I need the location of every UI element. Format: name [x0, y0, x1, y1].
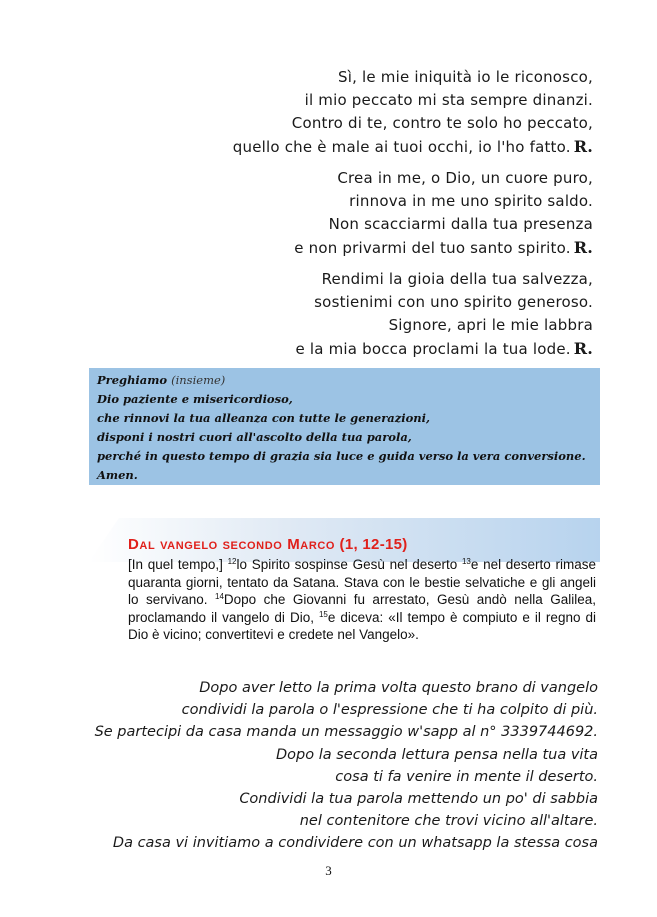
prayer-line: perché in questo tempo di grazia sia luce e guida verso la vera conversione. — [97, 449, 586, 463]
response-mark: R. — [573, 137, 593, 156]
instruction-line: Da casa vi invitiamo a condividere con un whatsapp la stessa cosa — [112, 835, 598, 851]
psalm-line: Rendimi la gioia della tua salvezza, — [321, 270, 593, 288]
psalm-line: quello che è male ai tuoi occhi, io l'ho fatto. — [232, 138, 571, 156]
prayer-line: che rinnovi la tua alleanza con tutte le generazioni, — [97, 411, 431, 425]
prayer-line: disponi i nostri cuori all'ascolto della tua parola, — [97, 430, 412, 444]
gospel-reference: (1, 12-15) — [339, 536, 408, 553]
psalm-line-with-response — [73, 337, 593, 361]
gospel-title-text: Dal vangelo secondo Marco — [128, 536, 336, 553]
instruction-line: Se partecipi da casa manda un messaggio w'sapp al n° 3339744692. — [94, 724, 598, 740]
psalm-stanza-2 — [73, 167, 593, 260]
instruction-line: nel contenitore che trovi vicino all'altare. — [299, 813, 598, 829]
gospel-title — [128, 536, 408, 553]
prayer-line: Amen. — [97, 468, 138, 482]
psalm-line: e non privarmi del tuo santo spirito. — [294, 239, 571, 257]
psalm-line-with-response — [73, 236, 593, 260]
psalm-line: Crea in me, o Dio, un cuore puro, — [337, 169, 593, 187]
gospel-text-part: Dopo che Giovanni fu arrestato, Gesù andò nella Galilea, proclamando il vangelo di Dio, — [128, 592, 596, 625]
prayer-heading — [97, 371, 592, 390]
gospel-text-part: e diceva: «Il tempo è compiuto e il regno di Dio è vicino; convertitevi e credete nel Vangelo». — [128, 609, 596, 642]
psalm-line: Contro di te, contro te solo ho peccato, — [291, 114, 593, 132]
psalm-stanza-1 — [73, 66, 593, 159]
psalm-line: sostienimi con uno spirito generoso. — [314, 293, 593, 311]
psalm-section — [73, 66, 593, 369]
verse-number: 15 — [318, 609, 328, 619]
prayer-heading-label: Preghiamo — [97, 373, 168, 387]
band-corner-shape — [89, 518, 119, 562]
response-mark: R. — [573, 238, 593, 257]
instruction-line: cosa ti fa venire in mente il deserto. — [335, 769, 598, 785]
prayer-line: Dio paziente e misericordioso, — [97, 392, 293, 406]
gospel-text-part: lo Spirito sospinse Gesù nel deserto — [236, 557, 462, 572]
verse-number: 13 — [461, 557, 471, 566]
psalm-line-with-response — [73, 135, 593, 159]
psalm-stanza-3 — [73, 268, 593, 361]
psalm-line: rinnova in me uno spirito saldo. — [349, 192, 593, 210]
psalm-line: il mio peccato mi sta sempre dinanzi. — [304, 91, 593, 109]
psalm-line: e la mia bocca proclami la tua lode. — [295, 340, 571, 358]
page-number: 3 — [325, 863, 332, 878]
prayer-instruction: (insieme) — [171, 373, 226, 387]
psalm-line: Signore, apri le mie labbra — [388, 316, 593, 334]
instructions-block-1 — [95, 677, 598, 743]
prayer-box — [89, 368, 600, 485]
gospel-text-part: [In quel tempo,] — [128, 557, 228, 572]
psalm-line: Sì, le mie iniquità io le riconosco, — [338, 68, 593, 86]
instruction-line: Dopo aver letto la prima volta questo brano di vangelo — [199, 680, 598, 696]
verse-number: 14 — [215, 592, 224, 601]
instruction-line: Dopo la seconda lettura pensa nella tua vita — [276, 747, 598, 763]
psalm-line: Non scacciarmi dalla tua presenza — [328, 215, 593, 233]
gospel-text-part: e nel deserto rimase quaranta giorni, tentato da Satana. Stava con le bestie selvatiche e gli angeli lo servivano. — [128, 557, 596, 607]
instructions-block-2 — [113, 744, 598, 854]
verse-number: 12 — [227, 557, 237, 566]
instruction-line: condividi la parola o l'espressione che ti ha colpito di più. — [181, 702, 598, 718]
gospel-text — [128, 556, 596, 644]
instruction-line: Condividi la tua parola mettendo un po' di sabbia — [239, 791, 598, 807]
response-mark: R. — [573, 339, 593, 358]
